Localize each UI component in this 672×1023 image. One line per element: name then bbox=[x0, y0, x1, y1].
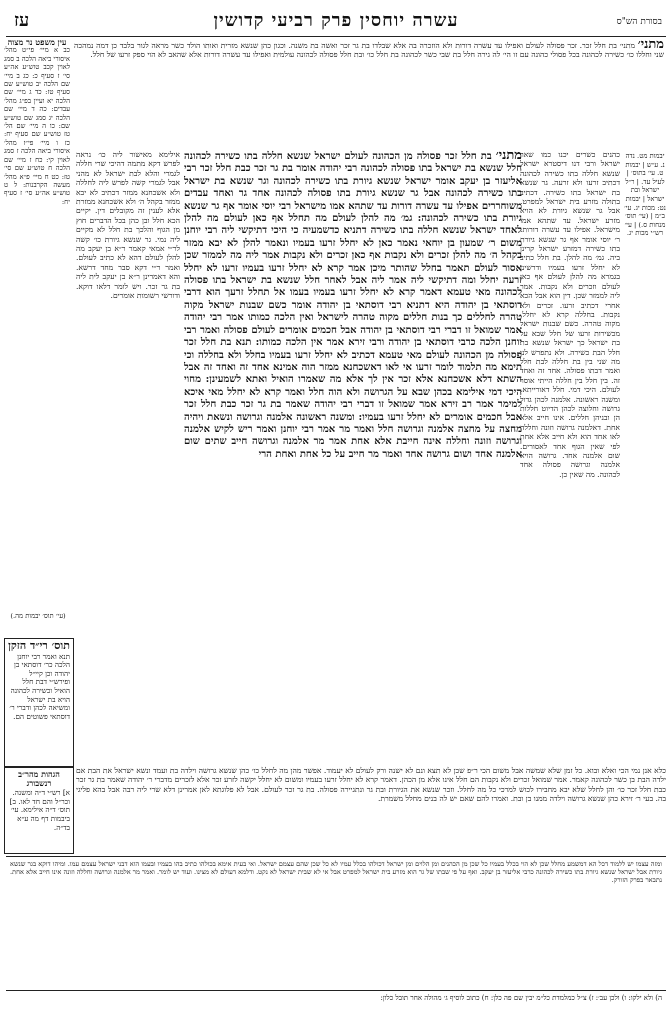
footnotes: ה) ולא ילקו: ו) ולכן עב׳: ז) צ״ל כמלמדת כל״מ יבין שם פה כלן: ח) כתוב לוסיף ג׳ מהולה אחר תובל כלון: bbox=[380, 994, 662, 1002]
masoret-hashas-label: בסורת הש"ס bbox=[616, 17, 662, 27]
hagahot-box bbox=[4, 766, 74, 854]
gemara-body: בת חלל זכר פסולה מן הכהונה לעולם ישראל שנשא חללה בתו כשירה לכהונה חלל שנשא בת ישראל בתו פסולה לכהונה רבי יהודה אומר בת גר זכר כבת חלל זכר רבי אליעזר בן יעקב אומר ישראל שנשא גיורת בתו כשירה לכהונה וגר שנשא בת ישראל בתו כשירה לכהונה אבל גר שנשא גיורת בתו פסולה לכהונה אחד גר ואחד עבדים משוחררים אפילו עד עשרה דורות עד שתהא אמו מישראל רבי יוסי אומר אף גר שנשא גיורת בתו כשירה לכהונה: גמ׳ מה להלן לעולם מה תחלל אף כאן לעולם מה להלן לאחד ישראל שנשא חללה בתו כשירה דתניא כדשמעיה כי היכי דתיקשי ליה רבי יוחנן משום ר׳ שמעון בן יוחאי נאמר כאן לא יחלל זרעו בעמיו ונאמר להלן לא יבא ממזר בקהל ה׳ מה להלן זכרים ולא נקבות אף כאן זכרים ולא נקבות אמר ליה מה לממזר שכן אסור לעולם תאמר בחלל שהותר מיכן אמר קרא לא יחלל זרעו בעמיו זרעו לא יחלל זרעה יחלל ומה דתיקשי ליה אמר ליה אבל לאחר חלל שנשא בת ישראל בתו פסולה לכהונה מאי טעמא דאמר קרא לא יחלל זרעו בעמיו בעמו אל תחלל זרעך הוא דרבי דוסתאי בן יהודה היא דתניא רבי דוסתאי בן יהודה אומר כשם שבנות ישראל מקוה טהרה לחללים כך בנות חללים מקוה טהרה לישראל ואין הלכה כמותו אמר רבי יהודה אמר שמואל זו דברי רבי דוסתאי בן יהודה אבל חכמים אומרים לעולם פסולה ואמר רבי יוחנן הלכה כרבי דוסתאי בן יהודה ורבי זירא אמר אין הלכה כמותו: תנא בת חלל זכר פסולה מן הכהונה לעולם מאי טעמא דכתיב לא יחלל זרעו בעמיו בחלל ולא בחללה וכי תימא מה תלמוד לומר זרעו אי לאו דאשכחנא ממזר הוה אמינא אחד זה ואחד זה אבל השתא דלא אשכחנא אלא זכר אין לך אלא מה שאמרו הואיל ואתא לשמעינן: מחוי היכי דמי אילימא בכהן שבא על הגרושה ולא הוה חלל ואמר קרא לא יחלל מאי איכא למימר אמר רב זירא אמר שמואל זו דברי רבי יהודה שאמר בת גר זכר כבת חלל זכר אבל חכמים אומרים לא יחלל זרעו בעמיו: ומשנה ראשונה אלמנה וגרושה ונשאת ויהיה מחצה על מחצה אלמנה וגרושה חלל ואמר מר אמר רבי יוחנן ואמר ריש לקיש אלמנה וגרושה וזונה וחללה אינה חייבת אלא אחת אמר מר אלמנה וגרושה חייב שתים שום אלמנה אחד ושום גרושה אחד ואמר מר חייב על כל אחת ואחת הרי bbox=[184, 151, 522, 460]
margin-reference-left: (עי׳ תוס׳ יבמות מה.) bbox=[10, 612, 66, 620]
margin-references-right: יבמות מט. נדה נ. ע״ש | יבמות ט. עי׳ בתוס׳ | לעיל עד. | ר״ל ישראל ובת ישראל | יבמות נט: מכות יג. עי׳ ב״מ | (עי׳ תוס׳ מנחות ס.) | עי׳ רש״י מכות יג. bbox=[624, 152, 666, 238]
page-title: עשרה יוחסין פרק רביעי קדושין bbox=[213, 10, 459, 31]
page-header bbox=[0, 10, 672, 34]
mishna-top-text: מתני׳ בת חלל זכר. זכר פסולה לעולם ואפילו עד עשרה דורות ולא הוזכרה בה אלא שבלדו בת גר זכר ואשה בת משנה. וכגון כהן שנשא מזרית ואותו הולד כשר מראה לגור בלבד כן דמה נמהכה שני וחללו כו׳ כשירה לכהונה בכל פסולי כהונה עם זו הי׳ לה גירה חלל בת שבי כשר לכהונה בת חלל כו׳ ובת חלל פסולה לכהונה עולמית ואפילו עד עשרה דורות אלא שהאב לא הוי ספק זרעו של חלל. bbox=[74, 41, 664, 60]
folio-number: עז bbox=[14, 10, 30, 31]
header-rule bbox=[6, 36, 666, 37]
bottom-commentary-band: כלא אנן נמי הכי ואלא ובוא. כל זמן שלא שמשה אבל משום הכי ר״פ שכן לא תצא ונם לא ישנה ורק לעולם לא יעמוד. אפשר מהן מה לחלל כו׳ כהן שנשא גרושה וילדה בת ועמד ונשא ישראל את הבת אם ילדה הבת בן כשר לכהונה קאמר. אמר שמואל זכרים ולא נקבות הם חלל אינו אלא מן הכהן. דאמר קרא לא יחלל זרעו בעמיו ומשום לא יחלל יקשה לזרע זכר אלא לזכרים מדברי ר׳ יהודה שאמר בת גר זכר כבת חלל זכר כו׳ והן לחלל שלא יבא מחבירו לכוש למרכי כל מה לחלל. וזכר שנשא את הגיורת ובת גר ונתגיירה פסולה. בת גר זכר לעולם. אבל לא פלוגתא לאן אמרינן דלא שרי ליה רבה אבל בהא פליגי בה. בעי ר׳ זירא כהן שנשא גרושה וילדה ממנו בן ובת. ואמרו להם שאם יש לה בנים מחלל משמרת. bbox=[76, 766, 666, 804]
tosafot-column: אילימא מאישור ליה כו׳ נראה לפרש דקא מתמה דהיכי שרי חללה לגמרי והלא לבת ישראל לא מהני אבל לגמרי קשה לפרש ליה לחללה ולא אשכחנא ממזר דכתיב לא יבא ממזר בקהל ה׳ ולא אשכחנא ממזרת אלא לענין זה מקובלים דין. יקיים הכא חלל ובן כהן בכל הדברים חוץ מן הגוף והלכך בת חלל לא מקיים ליה נמי. גר שנשא גיורת כו׳ קשה לר״י אמאי קאמר ר״א בן יעקב מה להלן לעולם דהא לא כתיב לעולם. ואמר ר״י דקא סבר מחד דרשא. והא דאמרינן ר״א בן יעקב לית ליה בת גר זכר. ויש לומר דלאו דוקא. ודורשי רשומות אומרים. bbox=[76, 150, 180, 301]
ein-mishpat-title: עין משפט נר מצוה bbox=[7, 38, 67, 47]
footer-commentary: ומזה עצמו יש ללמוד דכל הא דמשמע מחלל שכן לא הוי בכלל בעמיו כל שכן מן הכהנים ומן הלוים ומן ישראל דכולהו בכלל עמיו לא כל שכן שהם עצמם ישראל. ואי בעית אימא בכולהו כתיב בהו בעמיו ובעמו הוא דבני ישראל עצמם עמו. ומיהו דוקא בגר שנשא גיורת אבל ישראל שנשא גיורת בתו כשירה לכהונה כרבי אליעזר בן יעקב. ואף על פי שבתו של גר הוא מזרע בית ישראל למפרט אבל אי לא שבית ישראל לא נקט. ודלמא דעולם לא מצינו. ועוד יש לומר. ואמר מר אלמנה וגרושה וחללה וזונה אינו חייב אלא אחת. נתבאר בפרק הזורק. bbox=[10, 860, 662, 885]
hagahot-title: הגהות מהר״ב רנשבורג bbox=[18, 769, 60, 788]
tosafot-rid-text: תנא ואמר רבי יוחנן הלכה כר׳ דוסתאי בן יהודה וכן קיי״ל ופירש״י דבת חלל הואיל וכשירה לכהונה הויא בת ישראל ומשיאה לכהן ודברי ר׳ דוסתאי פשוטים הם. bbox=[9, 651, 70, 721]
hagahot-text: א] רש״י ד״ה ומשנה. וכר״ל והם חד לאו. ב] תוס׳ ד״ה אילימא. עי׳ ביבמות דף מה ע״א בד״ה. bbox=[9, 788, 70, 832]
ein-mishpat-column bbox=[4, 38, 70, 248]
tosafot-rid-box bbox=[4, 638, 74, 768]
footer-rule bbox=[6, 856, 666, 857]
top-commentary-band bbox=[74, 40, 664, 148]
ein-mishpat-text: כב א מיי׳ פי״ט מהל׳ איסורי ביאה הלכה ב סמג לאוין קכב טוש״ע אה״ע סי׳ ז סעיף כ: כג ב מיי׳ שם הלכה יב טוש״ע שם סעיף טז: כד ג מיי׳ שם הלכה יא ועיין בפ״ג מהל׳ עבדים: כה ד מיי׳ שם הלכה יג סמג שם טוש״ע שם: כו ה מיי׳ שם הל׳ טז טוש״ע שם סעיף יח: כז ו מיי׳ פי״ז מהל׳ איסורי ביאה הלכה ז סמג לאוין קי: כח ז מיי׳ שם הלכה ח טוש״ע שם סי׳ טז: כט ח מיי׳ פ״א מהל׳ מעשה הקרבנות: ל ט טוש״ע אה״ע סי׳ ז סעיף יח: bbox=[4, 46, 70, 206]
tosafot-rid-title: תוס׳ רי״ד הזקן bbox=[8, 639, 70, 652]
gemara-main-text bbox=[184, 150, 522, 760]
footnote-rule bbox=[6, 990, 666, 991]
gemara-head-label: מתני׳ bbox=[495, 150, 522, 163]
rashi-column: כהנים כשרים יכנו כמו שאר ישראל ורבי דנו דיסטרא ישראל שנשא חללה בתו כשירה לכהונה דכתיב זרעו ולא זרעה. גר שנשא בת ישראל בתו כשירה. דכתיב בתולה מזרע בית ישראל למפרט. אבל גר שנשא גיורת לא הויא מזרע ישראל. עד שתהא אמו מישראל. אפילו עד עשרה דורות. ר׳ יוסי אומר אף גר שנשא גיורת בתו כשירה דמזרע ישראל קרינן ביה. גמ׳ מה להלן. בת חלל כתיב לא יחלל זרעו בעמיו ודרשינן בגמרא מה להלן לעולם אף כאן לעולם וזכרים ולא נקבות. אמר ליה לממזר שכן. דין הוא אבל הכא אחרי דכתיב זרעו. זכרים ולא נקבות. בחללה קרא לא יחלל. מקוה טהרה. כשם שבנות ישראל מכשירות זרעו של חלל שבא על בת ישראל כך ישראל שנשא בת חלל הבת כשירה. ולא נתפרש לנו מה שני בין בת חללה לבת חלל ואמר דבתו פסולה. אחד זה ואחד זה. בין חלל בין חללה הייתי אוסר לעולם. היכי דמי. חלל דאורייתא. ומשנה ראשונה. אלמנה לכהן גדול גרושה וחלוצה לכהן הדיוט חללות הן ובניהן חללים. אינו חייב אלא אחת. דאלמנה גרושה וזונה וחללה לאו אחד הוא ולא חייב אלא אחת לפי שאין הגוף אחד לאסורים. שום אלמנה אחד. גרושה הויא אלמנה וגרושה פסולה אחד לכהונה. מה שאין כן. bbox=[520, 150, 620, 479]
mishna-top-label: מתני׳ bbox=[637, 40, 664, 52]
